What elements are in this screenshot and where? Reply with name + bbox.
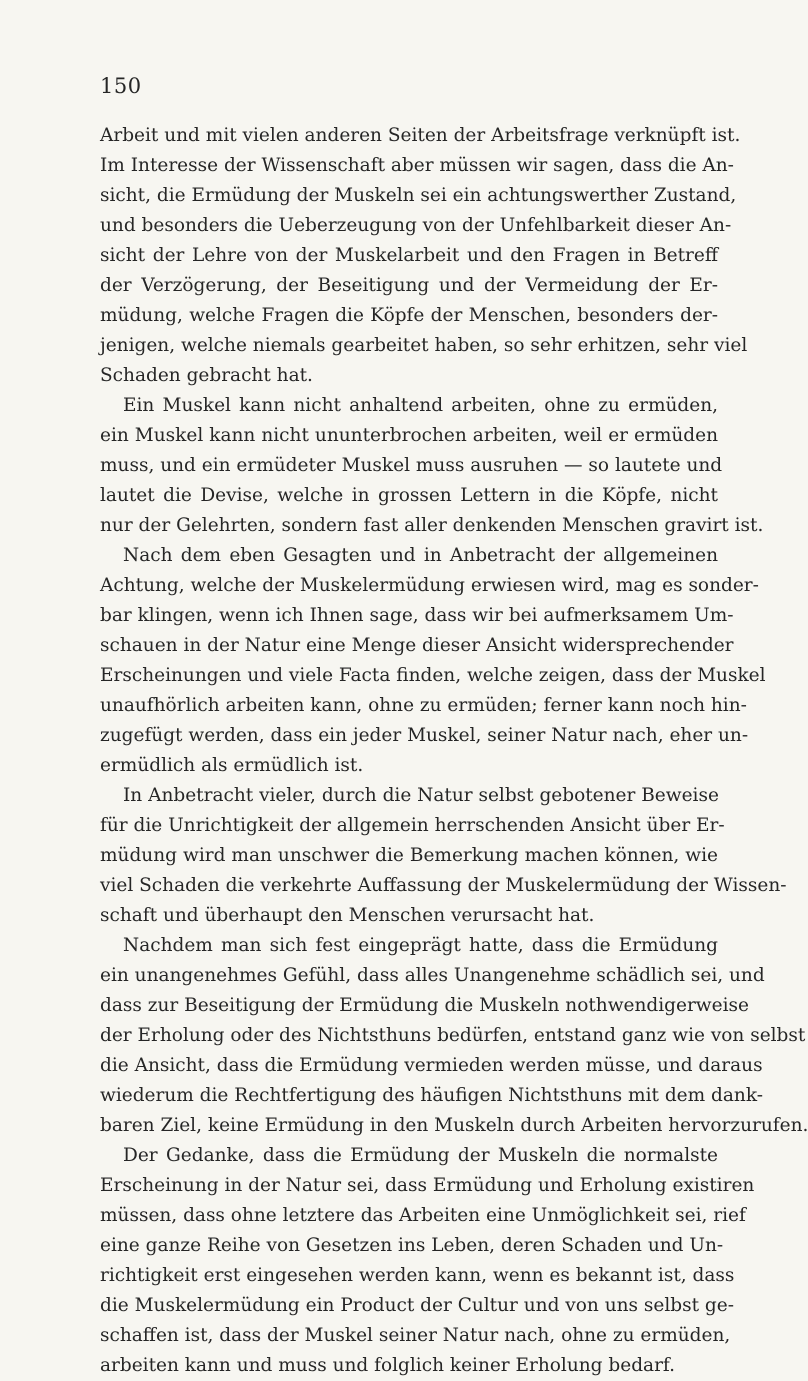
text-line: sicht der Lehre von der Muskelarbeit und den Fragen in Betreff	[100, 245, 718, 266]
text-line: muss, und ein ermüdeter Muskel muss ausruhen — so lautete und	[100, 455, 723, 476]
text-line: wiederum die Rechtfertigung des häufigen Nichtsthuns mit dem dank-	[100, 1085, 763, 1106]
text-line: Schaden gebracht hat.	[100, 365, 313, 386]
text-line: lautet die Devise, welche in grossen Lettern in die Köpfe, nicht	[100, 485, 718, 506]
text-line: ein Muskel kann nicht ununterbrochen arbeiten, weil er ermüden	[100, 425, 718, 446]
text-line: Arbeit und mit vielen anderen Seiten der Arbeitsfrage verknüpft ist.	[100, 125, 741, 146]
text-line: sicht, die Ermüdung der Muskeln sei ein achtungswerther Zustand,	[100, 185, 737, 206]
text-line: Achtung, welche der Muskelermüdung erwiesen wird, mag es sonder-	[100, 575, 759, 596]
text-line: unaufhörlich arbeiten kann, ohne zu ermüden; ferner kann noch hin-	[100, 695, 747, 716]
paragraph	[100, 121, 748, 391]
paragraph	[100, 391, 764, 541]
text-line: bar klingen, wenn ich Ihnen sage, dass wir bei aufmerksamem Um-	[100, 605, 734, 626]
text-line: zugefügt werden, dass ein jeder Muskel, seiner Natur nach, eher un-	[100, 725, 749, 746]
text-line: schauen in der Natur eine Menge dieser Ansicht widersprechender	[100, 635, 734, 656]
paragraph	[100, 1141, 755, 1381]
text-line: Erscheinung in der Natur sei, dass Ermüdung und Erholung existiren	[100, 1175, 755, 1196]
text-line: die Muskelermüdung ein Product der Cultur und von uns selbst ge-	[100, 1295, 734, 1316]
text-line: Ein Muskel kann nicht anhaltend arbeiten, ohne zu ermüden,	[123, 395, 718, 416]
text-line: nur der Gelehrten, sondern fast aller denkenden Menschen gravirt ist.	[100, 515, 764, 536]
paragraph	[100, 931, 808, 1141]
text-line: arbeiten kann und muss und folglich keiner Erholung bedarf.	[100, 1355, 675, 1376]
paragraph	[100, 781, 787, 931]
text-line: Der Gedanke, dass die Ermüdung der Muskeln die normalste	[123, 1145, 718, 1166]
text-line: und besonders die Ueberzeugung von der Unfehlbarkeit dieser An-	[100, 215, 732, 236]
paragraph	[100, 541, 766, 781]
text-line: müssen, dass ohne letztere das Arbeiten eine Unmöglichkeit sei, rief	[100, 1205, 746, 1226]
text-line: müdung wird man unschwer die Bemerkung machen können, wie	[100, 845, 718, 866]
text-line: schaffen ist, dass der Muskel seiner Natur nach, ohne zu ermüden,	[100, 1325, 731, 1346]
body-text	[100, 121, 808, 1381]
text-line: für die Unrichtigkeit der allgemein herrschenden Ansicht über Er-	[100, 815, 725, 836]
text-line: In Anbetracht vieler, durch die Natur selbst gebotener Beweise	[123, 785, 719, 806]
text-line: Im Interesse der Wissenschaft aber müssen wir sagen, dass die An-	[100, 155, 734, 176]
text-line: viel Schaden die verkehrte Auffassung der Muskelermüdung der Wissen-	[100, 875, 787, 896]
text-line: der Verzögerung, der Beseitigung und der Vermeidung der Er-	[100, 275, 718, 296]
text-line: ermüdlich als ermüdlich ist.	[100, 755, 364, 776]
text-line: eine ganze Reihe von Gesetzen ins Leben, deren Schaden und Un-	[100, 1235, 724, 1256]
text-line: baren Ziel, keine Ermüdung in den Muskeln durch Arbeiten hervorzurufen.	[100, 1115, 808, 1136]
text-line: der Erholung oder des Nichtsthuns bedürfen, entstand ganz wie von selbst	[100, 1025, 806, 1046]
text-line: müdung, welche Fragen die Köpfe der Menschen, besonders der-	[100, 305, 718, 326]
page-number: 150	[100, 74, 142, 98]
text-line: schaft und überhaupt den Menschen verursacht hat.	[100, 905, 595, 926]
text-line: dass zur Beseitigung der Ermüdung die Muskeln nothwendigerweise	[100, 995, 749, 1016]
text-line: die Ansicht, dass die Ermüdung vermieden werden müsse, und daraus	[100, 1055, 763, 1076]
text-line: Erscheinungen und viele Facta finden, welche zeigen, dass der Muskel	[100, 665, 766, 686]
text-line: ein unangenehmes Gefühl, dass alles Unangenehme schädlich sei, und	[100, 965, 765, 986]
text-line: Nachdem man sich fest eingeprägt hatte, dass die Ermüdung	[123, 935, 718, 956]
text-line: Nach dem eben Gesagten und in Anbetracht der allgemeinen	[123, 545, 718, 566]
text-line: jenigen, welche niemals gearbeitet haben, so sehr erhitzen, sehr viel	[100, 335, 748, 356]
text-line: richtigkeit erst eingesehen werden kann, wenn es bekannt ist, dass	[100, 1265, 735, 1286]
